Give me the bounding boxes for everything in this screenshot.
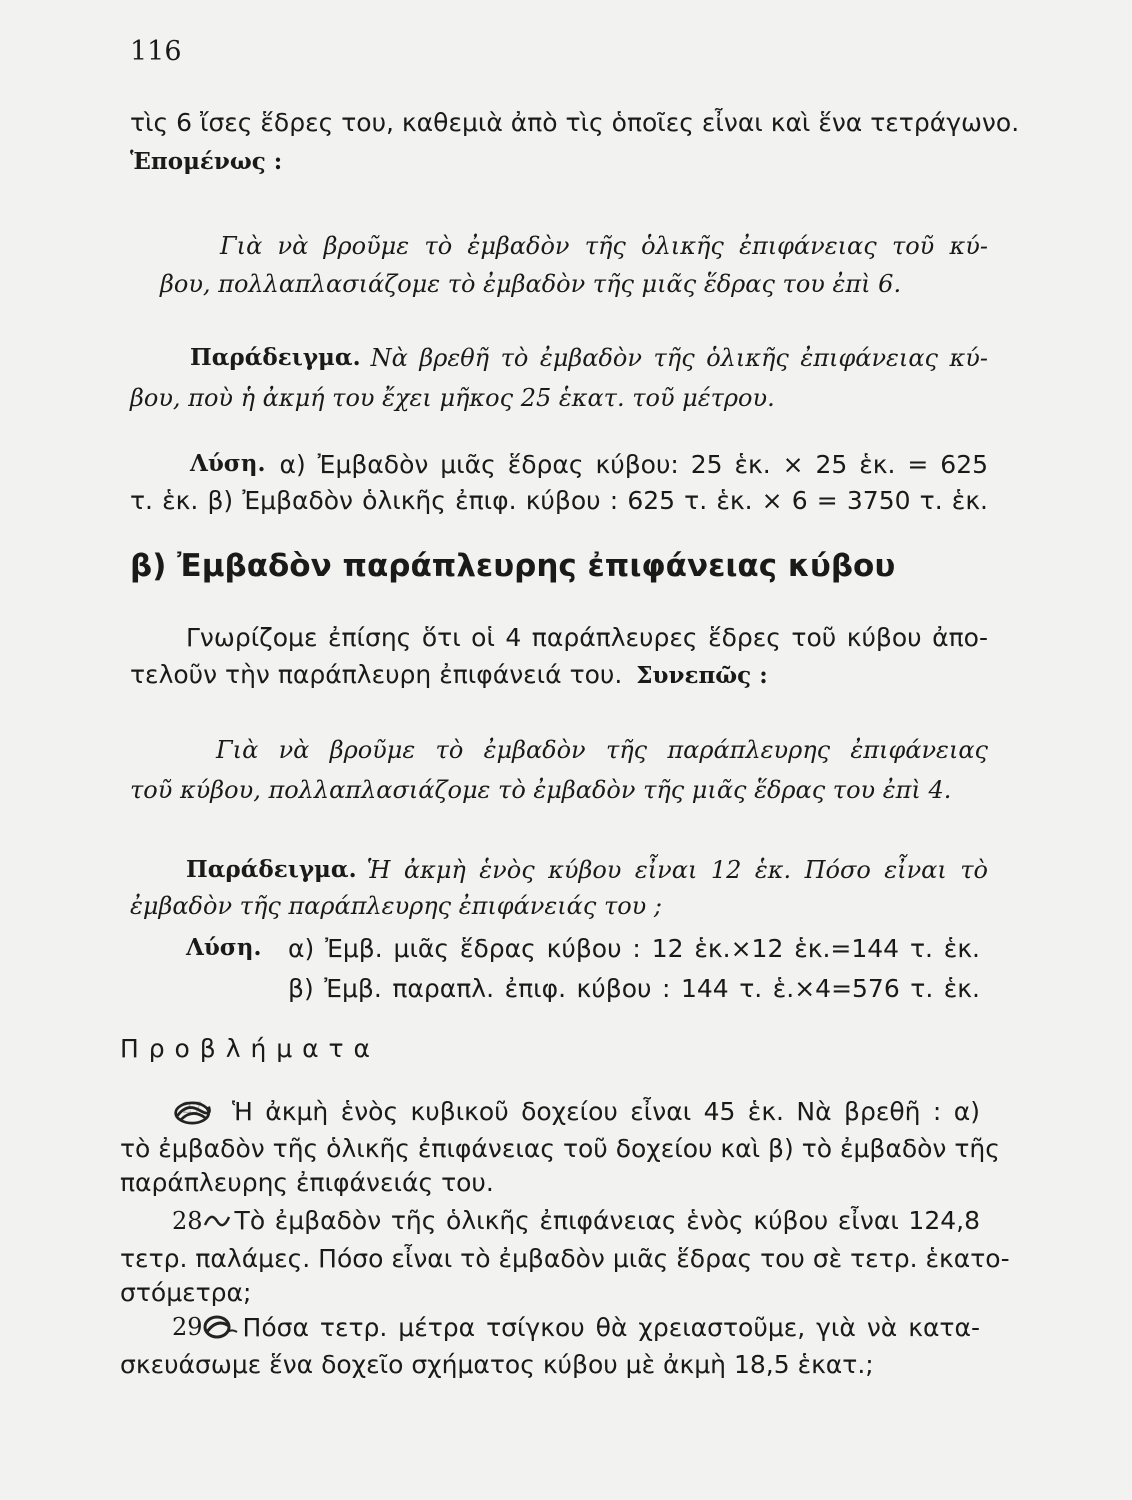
problem-28-text-2: τετρ. παλάμες. Πόσο εἶναι τὸ ἐμβαδὸν μιᾶς ἕδρας του σὲ τετρ. ἑκατο- [120, 1244, 1010, 1273]
therefore-label: Συνεπῶς : [636, 662, 768, 689]
solution-1-label: Λύση. [190, 450, 266, 477]
rule-total-line-1: Γιὰ νὰ βροῦμε τὸ ἐμβαδὸν τῆς ὁλικῆς ἐπιφάνειας τοῦ κύ- [220, 232, 988, 260]
problem-28-text-3: στόμετρα; [120, 1278, 252, 1307]
lateral-intro-line-2 [130, 660, 768, 689]
problem-27-line-1 [172, 1096, 980, 1126]
example-2-text-2: ἐμβαδὸν τῆς παράπλευρης ἐπιφάνειάς του ; [130, 892, 662, 920]
problem-27-number: 27 [182, 1098, 203, 1117]
problem-29-number-mark [172, 1312, 239, 1342]
example-2-text-1: Ἡ ἀκμὴ ἑνὸς κύβου εἶναι 12 ἑκ. Πόσο εἶναι τὸ [366, 856, 988, 884]
problems-heading: Π ρ ο β λ ή μ α τ α [120, 1034, 371, 1063]
problem-28-number-mark [172, 1207, 231, 1235]
solution-1-text-1: α) Ἐμβαδὸν μιᾶς ἕδρας κύβου: 25 ἑκ. × 25 ἑκ. = 625 [279, 450, 988, 479]
intro-line-1: τὶς 6 ἴσες ἕδρες του, καθεμιὰ ἀπὸ τὶς ὁποῖες εἶναι καὶ ἕνα τετράγωνο. [130, 108, 1020, 137]
example-2-line-1 [186, 856, 988, 884]
problem-27-text-1: Ἡ ἀκμὴ ἑνὸς κυβικοῦ δοχείου εἶναι 45 ἑκ. Νὰ βρεθῆ : α) [232, 1096, 980, 1126]
rule-total-line-2: βου, πολλαπλασιάζομε τὸ ἐμβαδὸν τῆς μιᾶς ἕδρας του ἐπὶ 6. [160, 270, 902, 298]
problem-28-number: 28 [172, 1206, 203, 1235]
problem-29-number: 29 [172, 1313, 203, 1341]
problem-29-text-1: Πόσα τετρ. μέτρα τσίγκου θὰ χρειαστοῦμε, γιὰ νὰ κατα- [242, 1312, 980, 1342]
problem-28-line-1 [172, 1206, 980, 1235]
example-1-line-1 [190, 344, 988, 372]
rule-lateral-line-1: Γιὰ νὰ βροῦμε τὸ ἐμβαδὸν τῆς παράπλευρης ἐπιφάνειας [216, 736, 988, 764]
example-2-label: Παράδειγμα. [186, 856, 357, 883]
solution-2-text-1: α) Ἐμβ. μιᾶς ἕδρας κύβου : 12 ἑκ.×12 ἑκ.=144 τ. ἑκ. [288, 934, 980, 963]
intro-line-2: Ἑπομένως : [130, 148, 283, 175]
example-1-text-2: βου, ποὺ ἡ ἀκμή του ἔχει μῆκος 25 ἑκατ. τοῦ μέτρου. [130, 384, 775, 412]
problem-29-text-2: σκευάσωμε ἕνα δοχεῖο σχήματος κύβου μὲ ἀκμὴ 18,5 ἑκατ.; [120, 1350, 874, 1379]
problem-27-text-3: παράπλευρης ἐπιφάνειάς του. [120, 1168, 494, 1197]
rule-lateral-line-2: τοῦ κύβου, πολλαπλασιάζομε τὸ ἐμβαδὸν τῆς μιᾶς ἕδρας του ἐπὶ 4. [130, 776, 952, 804]
problem-27-number-mark [172, 1096, 220, 1126]
problem-27-text-2: τὸ ἐμβαδὸν τῆς ὁλικῆς ἐπιφάνειας τοῦ δοχείου καὶ β) τὸ ἐμβαδὸν τῆς [120, 1134, 1000, 1163]
page-number: 116 [130, 36, 182, 67]
solution-1-line-1 [190, 450, 988, 479]
solution-2-text-2: β) Ἐμβ. παραπλ. ἐπιφ. κύβου : 144 τ. ἑ.×4=576 τ. ἑκ. [288, 974, 980, 1003]
example-1-text-1: Νὰ βρεθῆ τὸ ἐμβαδὸν τῆς ὁλικῆς ἐπιφάνειας κύ- [370, 344, 988, 372]
example-1-label: Παράδειγμα. [190, 344, 361, 371]
solution-2-label: Λύση. [186, 934, 262, 961]
solution-1-text-2: τ. ἑκ. β) Ἐμβαδὸν ὁλικῆς ἐπιφ. κύβου : 625 τ. ἑκ. × 6 = 3750 τ. ἑκ. [130, 486, 988, 515]
lateral-intro-text: τελοῦν τὴν παράπλευρη ἐπιφάνειά του. [130, 660, 623, 689]
lateral-intro-line-1: Γνωρίζομε ἐπίσης ὅτι οἱ 4 παράπλευρες ἕδρες τοῦ κύβου ἀπο- [186, 623, 988, 652]
problem-29-line-1 [172, 1312, 980, 1342]
problem-28-text-1: Τὸ ἐμβαδὸν τῆς ὁλικῆς ἐπιφάνειας ἑνὸς κύβου εἶναι 124,8 [234, 1206, 980, 1235]
section-heading: β) Ἐμβαδὸν παράπλευρης ἐπιφάνειας κύβου [130, 548, 896, 584]
scribble-icon [203, 1312, 239, 1342]
scribble-icon [203, 1207, 231, 1235]
